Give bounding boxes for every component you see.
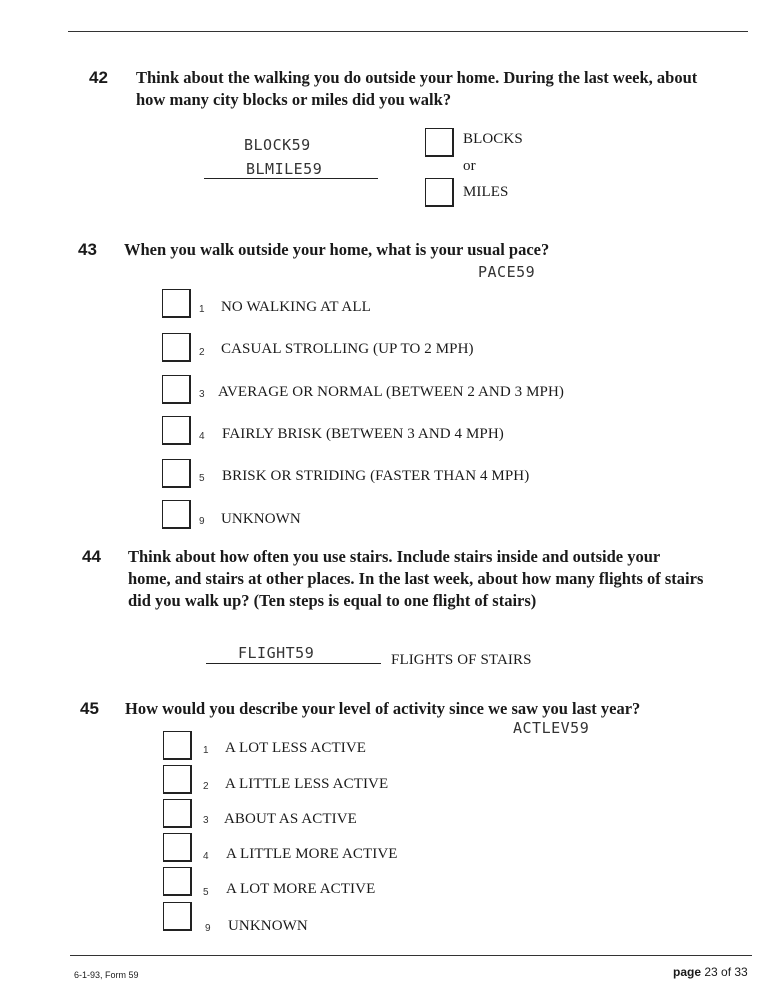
option-label: A LOT MORE ACTIVE [226, 881, 376, 897]
question-42-text-line1: Think about the walking you do outside your home. During the last week, about [136, 68, 698, 87]
option-label: A LITTLE LESS ACTIVE [225, 776, 389, 792]
checkbox-pace-4[interactable] [162, 416, 191, 445]
checkbox-pace-3[interactable] [162, 375, 191, 404]
option-label: A LOT LESS ACTIVE [225, 740, 367, 756]
option-label: AVERAGE OR NORMAL (BETWEEN 2 AND 3 MPH) [218, 384, 564, 400]
checkbox-blocks[interactable] [425, 128, 454, 157]
question-44-text-line1: Think about how often you use stairs. Include stairs inside and outside your [128, 547, 661, 566]
checkbox-activity-2[interactable] [163, 765, 192, 794]
option-code: 3 [199, 389, 205, 400]
variable-label-block59: BLOCK59 [244, 136, 311, 154]
checkbox-activity-9[interactable] [163, 902, 192, 931]
option-miles-label: MILES [463, 184, 509, 200]
flights-answer-line[interactable] [206, 663, 381, 664]
question-45-text: How would you describe your level of activity since we saw you last year? [125, 699, 641, 718]
variable-label-pace59: PACE59 [478, 263, 536, 281]
option-code: 4 [199, 431, 205, 442]
option-code: 2 [199, 347, 205, 358]
bottom-rule [70, 955, 752, 956]
option-label: UNKNOWN [228, 918, 308, 934]
form-identifier: 6-1-93, Form 59 [74, 970, 139, 980]
variable-label-flight59: FLIGHT59 [238, 644, 315, 662]
flights-unit-label: FLIGHTS OF STAIRS [391, 652, 532, 668]
option-label: ABOUT AS ACTIVE [224, 811, 357, 827]
or-label: or [463, 158, 476, 174]
option-code: 5 [199, 473, 205, 484]
checkbox-activity-3[interactable] [163, 799, 192, 828]
checkbox-activity-5[interactable] [163, 867, 192, 896]
option-blocks-label: BLOCKS [463, 131, 523, 147]
option-label: A LITTLE MORE ACTIVE [226, 846, 398, 862]
option-label: CASUAL STROLLING (UP TO 2 MPH) [221, 341, 474, 357]
option-code: 5 [203, 887, 209, 898]
question-44-text-line2: home, and stairs at other places. In the last week, about how many flights of stairs [128, 569, 704, 588]
question-number-43: 43 [78, 240, 97, 259]
question-number-44: 44 [82, 547, 101, 566]
question-43-text: When you walk outside your home, what is your usual pace? [124, 240, 550, 259]
option-code: 1 [199, 304, 205, 315]
option-code: 4 [203, 851, 209, 862]
checkbox-miles[interactable] [425, 178, 454, 207]
page-count: 23 of 33 [704, 965, 748, 979]
option-code: 9 [205, 923, 211, 934]
option-code: 3 [203, 815, 209, 826]
question-number-45: 45 [80, 699, 99, 718]
checkbox-activity-1[interactable] [163, 731, 192, 760]
option-code: 9 [199, 516, 205, 527]
top-rule [68, 31, 748, 32]
checkbox-pace-1[interactable] [162, 289, 191, 318]
page-prefix: page [673, 965, 702, 979]
option-code: 2 [203, 781, 209, 792]
checkbox-pace-5[interactable] [162, 459, 191, 488]
page-number [673, 965, 748, 979]
checkbox-activity-4[interactable] [163, 833, 192, 862]
option-label: UNKNOWN [221, 511, 301, 527]
option-label: FAIRLY BRISK (BETWEEN 3 AND 4 MPH) [222, 426, 504, 442]
variable-label-blmile59: BLMILE59 [246, 160, 323, 178]
option-code: 1 [203, 745, 209, 756]
question-number-42: 42 [89, 68, 108, 87]
variable-label-actlev59: ACTLEV59 [513, 719, 590, 737]
question-44-text-line3: did you walk up? (Ten steps is equal to one flight of stairs) [128, 591, 537, 610]
option-label: BRISK OR STRIDING (FASTER THAN 4 MPH) [222, 468, 530, 484]
option-label: NO WALKING AT ALL [221, 299, 371, 315]
checkbox-pace-9[interactable] [162, 500, 191, 529]
blocks-miles-answer-line[interactable] [204, 178, 378, 179]
checkbox-pace-2[interactable] [162, 333, 191, 362]
question-42-text-line2: how many city blocks or miles did you walk? [136, 90, 452, 109]
